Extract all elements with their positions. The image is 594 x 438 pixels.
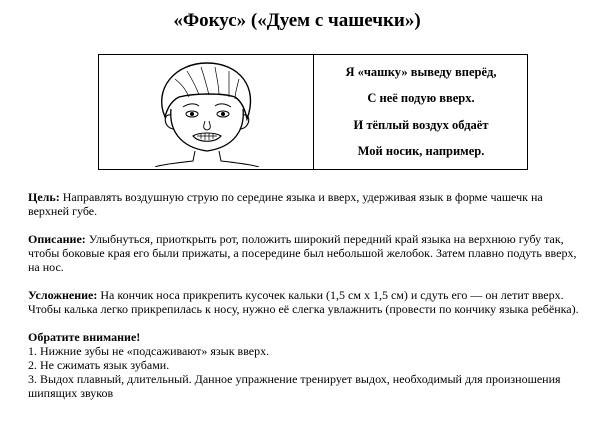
- attention-item: 3. Выдох плавный, длительный. Данное упражнение тренирует выдох, необходимый для произношения шипящих звуков: [28, 372, 561, 400]
- attention-item: 2. Не сжимать язык зубами.: [28, 358, 170, 372]
- complication-paragraph: [28, 288, 584, 316]
- attention-item: 1. Нижние зубы не «подсаживают» язык вверх.: [28, 344, 270, 358]
- description-paragraph: [28, 232, 584, 274]
- attention-heading: Обратите внимание!: [28, 330, 141, 344]
- poem-line: Мой носик, например.: [357, 144, 485, 159]
- poem-line: Я «чашку» выведу вперёд,: [345, 64, 497, 79]
- description-label: Описание:: [28, 232, 86, 246]
- poem: [314, 55, 528, 169]
- complication-label: Усложнение:: [28, 288, 98, 302]
- page-title: «Фокус» («Дуем с чашечки»): [173, 10, 421, 31]
- attention-section: [28, 330, 584, 400]
- goal-label: Цель:: [28, 190, 60, 204]
- poem-line: И тёплый воздух обдаёт: [353, 117, 489, 132]
- exercise-body: [28, 190, 584, 414]
- goal-text: Направлять воздушную струю по середине языка и вверх, удерживая язык в форме чашечк на верхней губе.: [28, 190, 543, 218]
- illustration-poem-table: [98, 54, 528, 170]
- complication-text: На кончик носа прикрепить кусочек кальки (1,5 см х 1,5 см) и сдуть его — он летит вверх. Чтобы калька легко прикрепилась к носу, нужно её слегка увлажнить (провести по кончику языка ребёнка).: [28, 288, 579, 316]
- poem-line: С неё подую вверх.: [367, 91, 475, 106]
- child-face-illustration: [135, 59, 275, 167]
- goal-paragraph: [28, 190, 584, 218]
- description-text: Улыбнуться, приоткрыть рот, положить широкий передний край языка на верхнюю губу так, чтобы боковые края его были прижаты, а посередине был небольшой желобок. Затем плавно подуть вверх, на нос.: [28, 232, 577, 274]
